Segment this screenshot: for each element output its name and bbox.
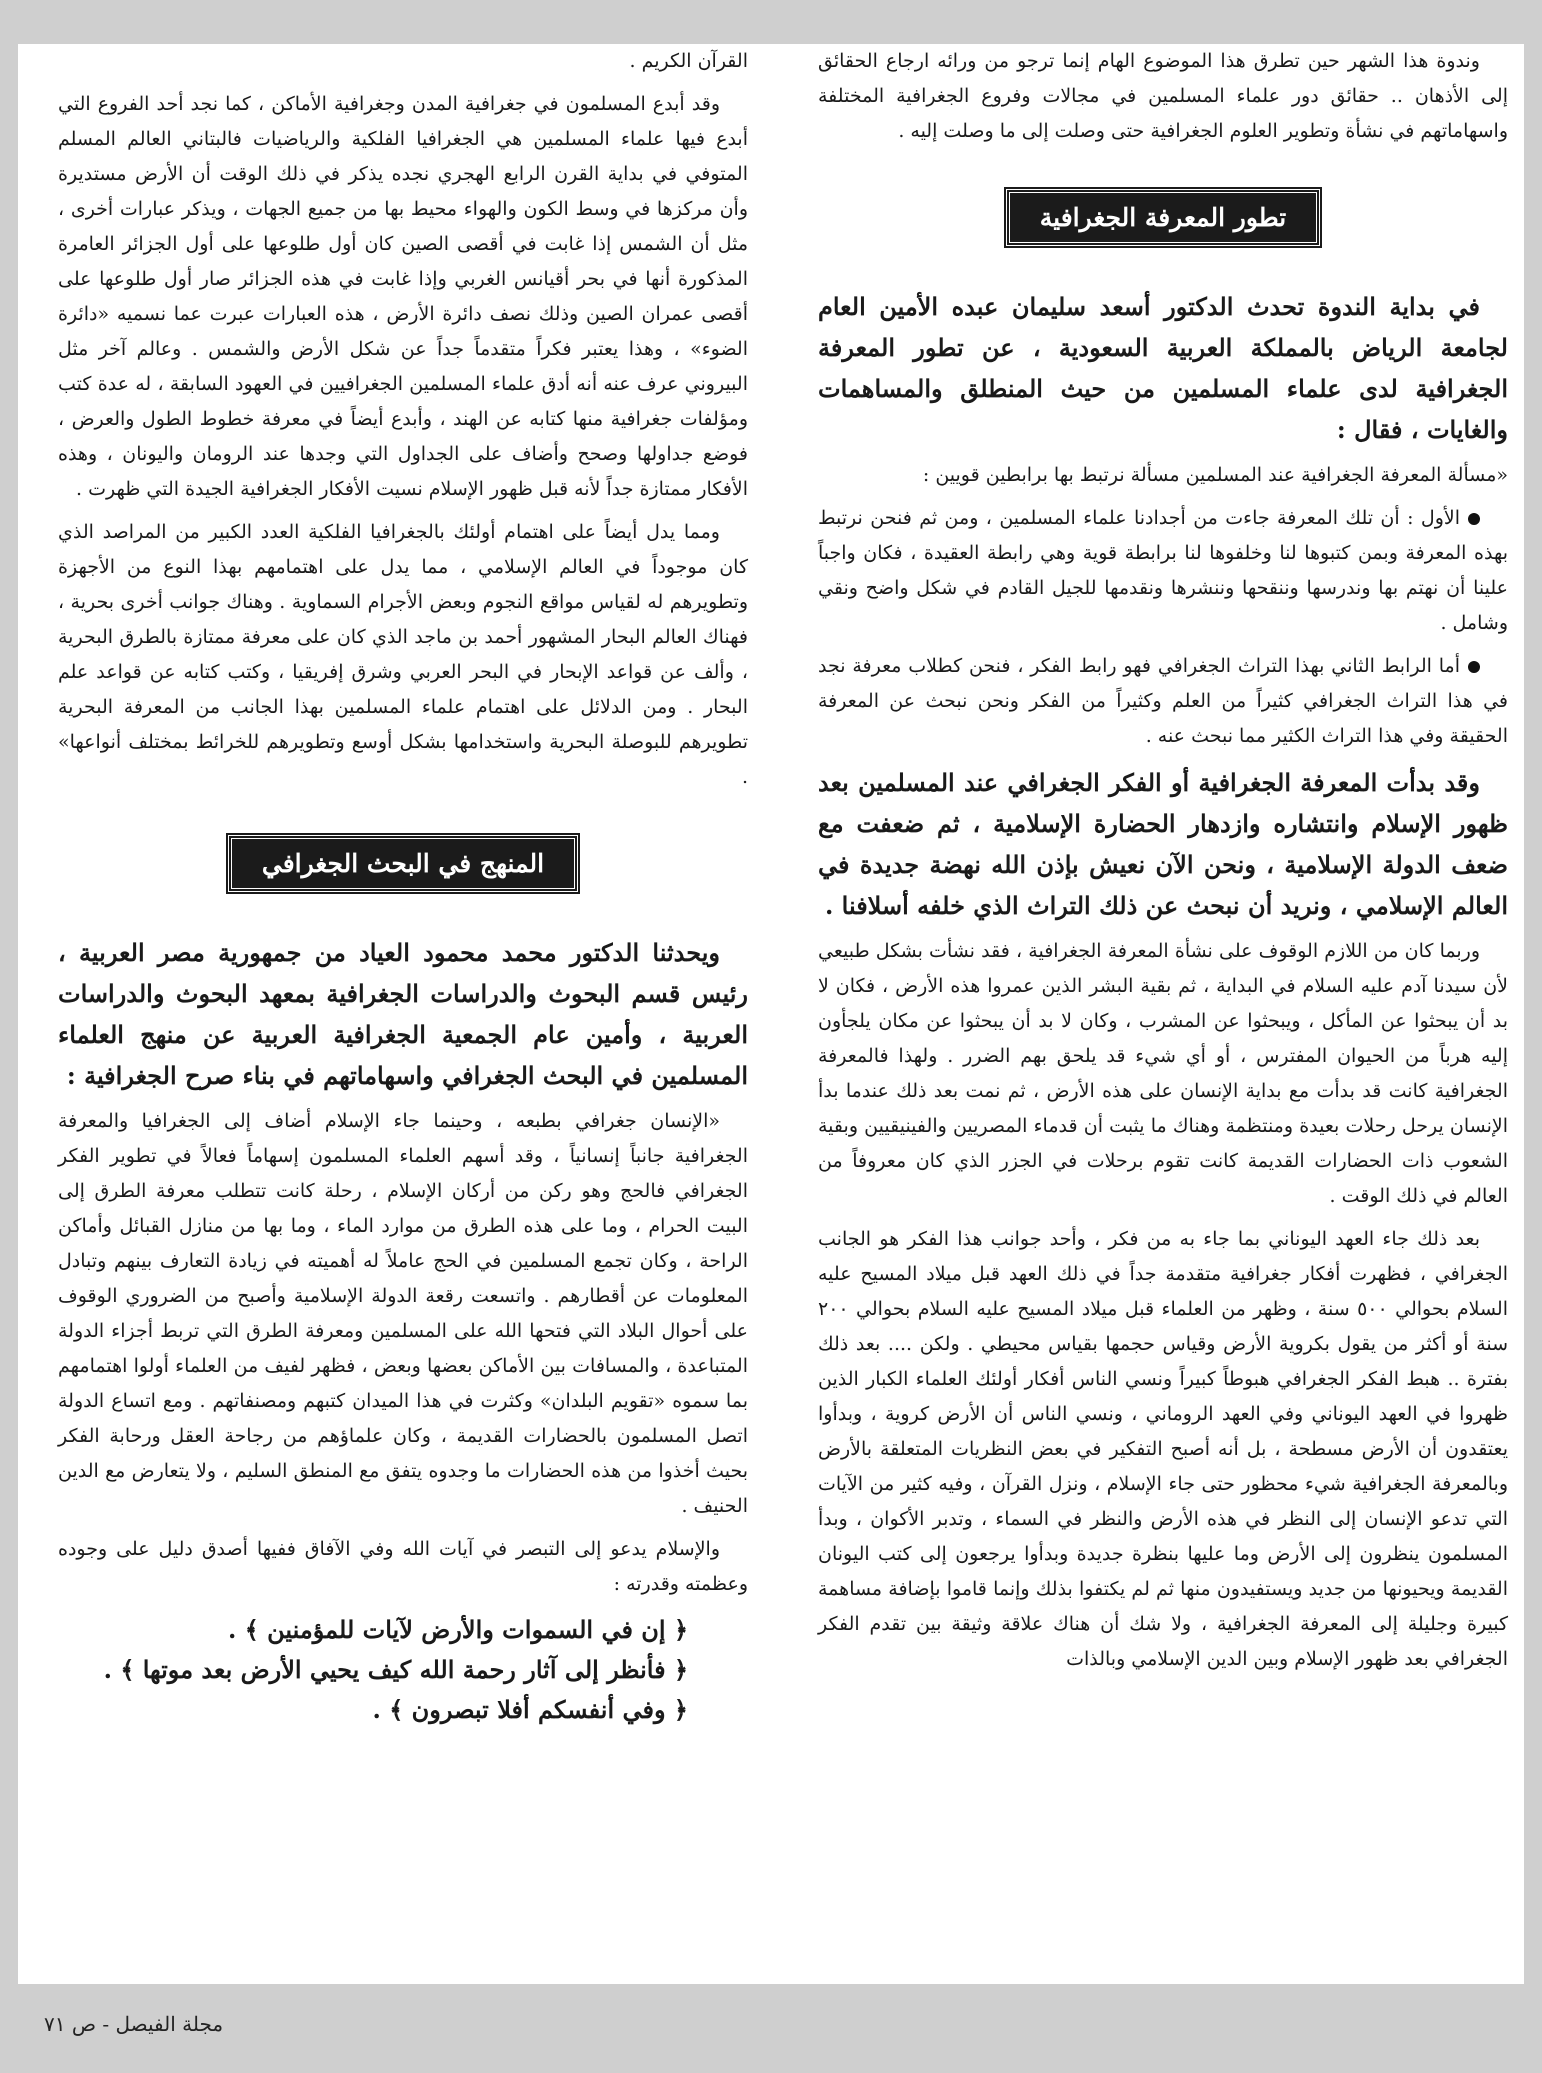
paragraph-greek: بعد ذلك جاء العهد اليوناني بما جاء به من فكر ، وأحد جوانب هذا الفكر هو الجانب الجغرافي ، فظهرت أفكار جغرافية متقدمة جداً في ذلك العهد قبل ميلاد المسيح عليه السلام بحوالي ٥٠٠ سنة ، وظهر من العلماء قبل ميلاد المسيح عليه السلام بحوالي ٢٠٠ سنة أو أكثر من يقول بكروية الأرض وقياس حجمها بقياس محيطي . ولكن .... بعد ذلك بفترة .. هبط الفكر الجغرافي هبوطاً كبيراً ونسي الناس أفكار أولئك العلماء الكبار الذين ظهروا في العهد اليوناني وفي العهد الروماني ، ونسي الناس أن الأرض كروية ، وبدأوا يعتقدون أن الأرض مسطحة ، بل أنه أصبح التفكير في بعض النظريات المتعلقة بالأرض وبالمعرفة الجغرافية شيء محظور حتى جاء الإسلام ، ونزل القرآن ، وفيه كثير من الآيات التي تدعو الإنسان إلى النظر في هذه الأرض والنظر في السماء ، وتدبر الأكوان ، وبدأ المسلمون ينظرون إلى الأرض وما عليها بنظرة جديدة وبدأوا يرجعون إلى كتب اليونان القديمة ويحيونها من جديد ويستفيدون منها ثم لم يكتفوا بذلك وإنما قاموا بإضافة مساهمة كبيرة وجليلة إلى المعرفة الجغرافية ، ولا شك أن هناك علاقة وثيقة بين تقدم الفكر الجغرافي بعد ظهور الإسلام وبين الدين الإسلامي وبالذات: [818, 1228, 1508, 1670]
bold-paragraph: وقد بدأت المعرفة الجغرافية أو الفكر الجغرافي عند المسلمين بعد ظهور الإسلام وانتشاره وازدهار الحضارة الإسلامية ، ثم ضعفت مع ضعف الدولة الإسلامية ، ونحن الآن نعيش بإذن الله نهضة جديدة في العالم الإسلامي ، ونريد أن نبحث عن ذلك التراث الذي خلفه أسلافنا .: [818, 768, 1508, 920]
paragraph-origin: وربما كان من اللازم الوقوف على نشأة المعرفة الجغرافية ، فقد نشأت بشكل طبيعي لأن سيدنا آدم عليه السلام في البداية ، ثم بقية البشر الذين عمروا هذه الأرض ، فكان لا بد أن يبحثوا عن المأكل ، ويبحثوا عن المشرب ، وكان لا بد أن يبحثوا عن مكان يلجأون إليه هرباً من الحيوان المفترس ، أو أي شيء قد يلحق بهم الضرر . ولهذا فالمعرفة الجغرافية كانت قد بدأت مع بداية الإنسان على هذه الأرض ، ثم نمت بعد ذلك عندما بدأ الإنسان يرحل رحلات بعيدة ومنتظمة وهناك ما يثبت أن قدماء المصريين والفينيقيين وبقية الشعوب ذات الحضارات القديمة كانت تقوم برحلات في الجزر الذي كان معروفاً من العالم في ذلك الوقت .: [818, 940, 1508, 1207]
bullet-text-2: أما الرابط الثاني بهذا التراث الجغرافي فهو رابط الفكر ، فنحن كطلاب معرفة نجد في هذا التراث الجغرافي كثيراً من العلم وكثيراً من الفكر ونحن نبحث عن المعرفة الحقيقة وفي هذا التراث الكثير مما نبحث عنه .: [818, 655, 1508, 747]
section-heading-wrap: [818, 189, 1508, 246]
lead-paragraph: في بداية الندوة تحدث الدكتور أسعد سليمان عبده الأمين العام لجامعة الرياض بالمملكة العربية السعودية ، عن تطور المعرفة الجغرافية لدى علماء المسلمين من حيث المنطلق والمساهمات والغايات ، فقال :: [818, 292, 1508, 444]
bullet-paragraph-1: [818, 501, 1508, 641]
paragraph-marasid: ومما يدل أيضاً على اهتمام أولئك بالجغرافيا الفلكية العدد الكبير من المراصد الذي كان موجوداً في العالم الإسلامي ، مما يدل على اهتمامهم بهذا النوع من الأجهزة وتطويرهم له لقياس مواقع النجوم وبعض الأجرام السماوية . وهناك جوانب أخرى بحرية ، فهناك العالم البحار المشهور أحمد بن ماجد الذي كان على معرفة ممتازة بالطرق البحرية ، وألف عن قواعد الإبحار في البحر العربي وشرق إفريقيا ، وكتب كتابه عن قواعد علم البحار . ومن الدلائل على اهتمام علماء المسلمين بهذا الجانب من المعرفة البحرية تطويرهم للبوصلة البحرية واستخدامها بشكل أوسع وتطويرهم للخرائط بمختلف أنواعها» .: [58, 521, 748, 788]
paragraph-hajj: «الإنسان جغرافي بطبعه ، وحينما جاء الإسلام أضاف إلى الجغرافيا والمعرفة الجغرافية جانباً إنسانياً ، وقد أسهم العلماء المسلمون إسهاماً فعالاً في تطوير الفكر الجغرافي فالحج وهو ركن من أركان الإسلام ، رحلة كانت تتطلب معرفة الطرق إلى البيت الحرام ، وما على هذه الطرق من موارد الماء ، وما بها من منازل القبائل وأماكن الراحة ، وكان تجمع المسلمين في الحج عاملاً له أهميته في زيادة التعارف بينهم وتبادل المعلومات عن أقطارهم . واتسعت رقعة الدولة الإسلامية وأصبح من الضروري الوقوف على أحوال البلاد التي فتحها الله على المسلمين ومعرفة الطرق التي تربط أجزاء الدولة المتباعدة ، والمسافات بين الأماكن بعضها وبعض ، فظهر لفيف من العلماء أولوا اهتمامهم بما سموه «تقويم البلدان» وكثرت في هذا الميدان كتبهم ومصنفاتهم . ومع اتساع الدولة اتصل المسلمون بالحضارات القديمة ، وكان علماؤهم من رجاحة العقل ورحابة الفكر بحيث أخذوا من هذه الحضارات ما وجدوه يتفق مع المنطق السليم ، ولا يتعارض مع الدين الحنيف .: [58, 1110, 748, 1517]
paragraph-battani: وقد أبدع المسلمون في جغرافية المدن وجغرافية الأماكن ، كما نجد أحد الفروع التي أبدع فيها علماء المسلمين هي الجغرافيا الفلكية والرياضيات فالبتاني العالم المسلم المتوفي في بداية القرن الرابع الهجري نجده يذكر في ذلك الوقت أن الأرض مستديرة وأن مركزها في وسط الكون والهواء محيط بها من جميع الجهات ، ويذكر عبارات أخرى ، مثل أن الشمس إذا غابت في أقصى الصين كان أول طلوعها على أول الجزائر العامرة المذكورة أنها في بحر أقيانس الغربي وإذا غابت في هذه الجزائر صار أول طلوعها على أقصى عمران الصين وذلك نصف دائرة الأرض ، هذه العبارات عبرت عما نسميه «دائرة الضوء» ، وهذا يعتبر فكراً متقدماً جداً عن شكل الأرض والشمس . وعالم آخر مثل البيروني عرف عنه أنه أدق علماء المسلمين الجغرافيين في العهود السابقة ، له عدة كتب ومؤلفات جغرافية منها كتابه عن الهند ، وأبدع أيضاً في معرفة خطوط الطول والعرض ، فوضع جداولها وصحح وأضاف على الجداول التي وجدها عند الرومان واليونان ، وهذه الأفكار ممتازة جداً لأنه قبل ظهور الإسلام نسيت الأفكار الجغرافية الجيدة التي ظهرت .: [58, 93, 748, 500]
paragraph-islam: والإسلام يدعو إلى التبصر في آيات الله وفي الآفاق ففيها أصدق دليل على وجوده وعظمته وقدرته :: [58, 1538, 748, 1595]
continued-line: القرآن الكريم .: [629, 50, 748, 72]
bullet-text-1: الأول : أن تلك المعرفة جاءت من أجدادنا علماء المسلمين ، ومن ثم فنحن نرتبط بهذه المعرفة وبمن كتبوها لنا وخلفوها لنا برابطة قوية وهي رابطة العقيدة ، فكان واجباً علينا أن نهتم بها وندرسها وننقحها وننشرها ونقدمها للجيل القادم في شكل واضح ونقي وشامل .: [818, 507, 1508, 634]
bullet-icon: [1468, 661, 1480, 673]
section-heading-method: المنهج في البحث الجغرافي: [228, 835, 578, 892]
page-footer: [0, 1984, 1542, 2073]
section-heading-geo-knowledge: تطور المعرفة الجغرافية: [1006, 189, 1320, 246]
footer-page-label: مجلة الفيصل - ص ٧١: [44, 2012, 224, 2036]
lead-paragraph-left: ويحدثنا الدكتور محمد محمود العياد من جمهورية مصر العربية ، رئيس قسم البحوث والدراسات الجغرافية بمعهد البحوث والدراسات العربية ، وأمين عام الجمعية الجغرافية العربية عن منهج العلماء المسلمين في البحث الجغرافي واسهاماتهم في بناء صرح الجغرافية :: [58, 938, 748, 1090]
quote-intro: «مسألة المعرفة الجغرافية عند المسلمين مسألة نرتبط بها برابطين قويين :: [922, 464, 1508, 486]
intro-paragraph: وندوة هذا الشهر حين تطرق هذا الموضوع الهام إنما ترجو من ورائه ارجاع الحقائق إلى الأذهان .. حقائق دور علماء المسلمين في مجالات وفروع الجغرافية المختلفة واسهاماتهم في نشأة وتطوير العلوم الجغرافية حتى وصلت إلى ما وصلت إليه .: [818, 50, 1508, 142]
verse-3: ﴿ وفي أنفسكم أفلا تبصرون ﴾ .: [372, 1695, 688, 1724]
bullet-icon: [1468, 513, 1480, 525]
right-column: [818, 44, 1508, 1685]
bullet-paragraph-2: [818, 649, 1508, 754]
verse-1: ﴿ إن في السموات والأرض لآيات للمؤمنين ﴾ .: [228, 1615, 688, 1644]
left-column: [58, 44, 748, 1730]
section-heading-wrap: [58, 835, 748, 892]
verse-2: ﴿ فأنظر إلى آثار رحمة الله كيف يحيي الأرض بعد موتها ﴾ .: [103, 1655, 688, 1684]
page-sheet: [18, 44, 1524, 1984]
